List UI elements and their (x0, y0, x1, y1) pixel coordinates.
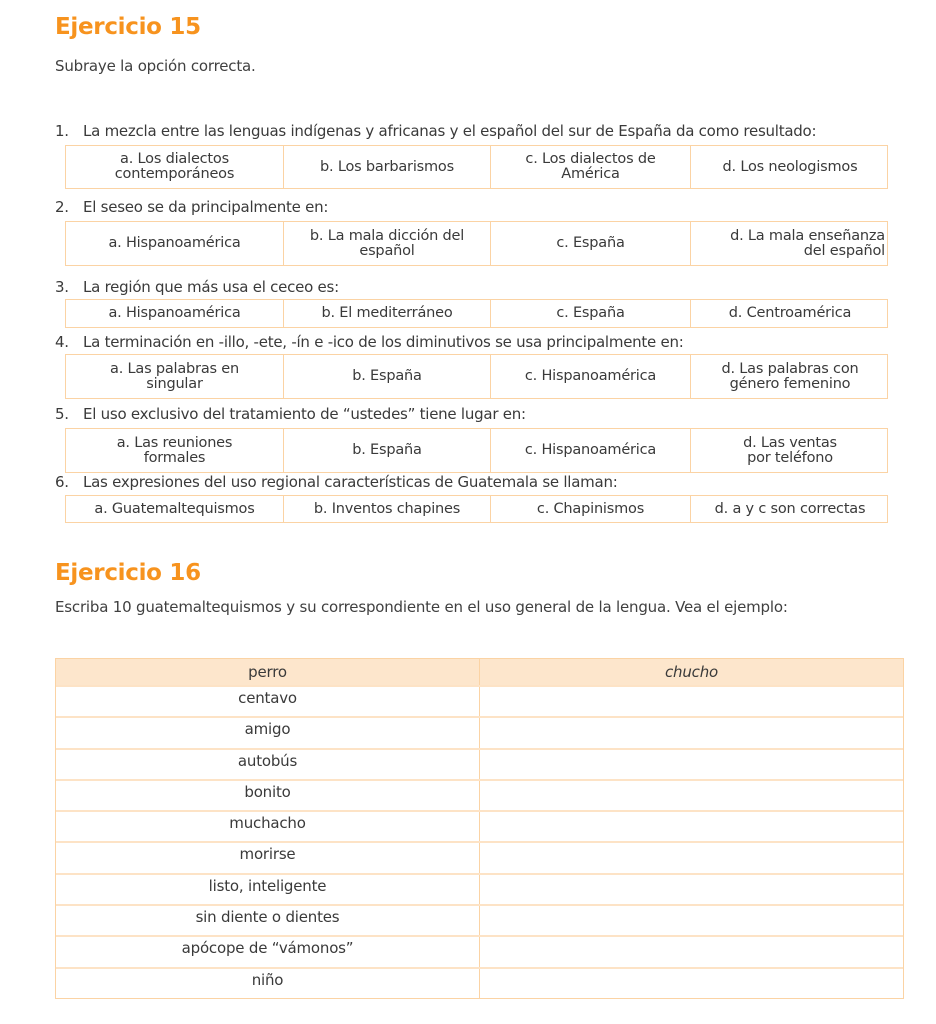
general-word: apócope de “vámonos” (56, 937, 480, 966)
answer-cell[interactable] (480, 875, 903, 904)
question-number: 1. (55, 122, 69, 140)
option-b[interactable]: b. El mediterráneo (284, 300, 491, 327)
general-word: amigo (56, 718, 480, 747)
option-d[interactable]: d. Centroamérica (728, 305, 852, 321)
question-3-options (65, 299, 888, 328)
question-3 (55, 278, 339, 296)
general-word: sin diente o dientes (56, 906, 480, 935)
option-b[interactable]: b. Los barbarismos (284, 146, 491, 188)
question-text: La región que más usa el ceceo es: (83, 278, 339, 296)
question-1-options (65, 145, 888, 189)
table-row (56, 935, 903, 966)
table-row (56, 841, 903, 872)
question-number: 2. (55, 198, 69, 216)
answer-cell[interactable] (480, 906, 903, 935)
option-a[interactable]: a. Hispanoamérica (66, 222, 284, 265)
general-word: centavo (56, 687, 480, 716)
option-d[interactable]: d. a y c son correctas (714, 500, 866, 517)
table-row (56, 810, 903, 841)
table-row (56, 685, 903, 716)
question-text: Las expresiones del uso regional características de Guatemala se llaman: (83, 473, 618, 491)
question-text: La mezcla entre las lenguas indígenas y africanas y el español del sur de España da como resultado: (83, 122, 817, 140)
question-text: El uso exclusivo del tratamiento de “ustedes” tiene lugar en: (83, 405, 526, 423)
option-b[interactable]: b. La mala dicción del español (284, 222, 491, 265)
answer-cell[interactable] (480, 812, 903, 841)
option-d[interactable]: d. Las palabras con género femenino (721, 360, 859, 392)
general-word: niño (56, 969, 480, 998)
option-d[interactable]: d. Las ventas por teléfono (743, 434, 837, 466)
answer-cell[interactable] (480, 781, 903, 810)
option-b[interactable]: b. Inventos chapines (284, 496, 491, 522)
general-word: muchacho (56, 812, 480, 841)
question-number: 3. (55, 278, 69, 296)
table-header-row (56, 659, 903, 685)
answer-cell[interactable] (480, 969, 903, 998)
option-c[interactable]: c. España (491, 300, 691, 327)
general-word: listo, inteligente (56, 875, 480, 904)
general-word: morirse (56, 843, 480, 872)
option-a[interactable]: a. Las reuniones formales (66, 429, 284, 472)
question-2 (55, 198, 328, 216)
table-row (56, 748, 903, 779)
question-6-options (65, 495, 888, 523)
option-c[interactable]: c. Los dialectos de América (491, 146, 691, 188)
question-4-options (65, 354, 888, 399)
table-row (56, 716, 903, 747)
option-c[interactable]: c. España (491, 222, 691, 265)
answer-cell[interactable] (480, 937, 903, 966)
question-4 (55, 333, 684, 351)
answer-cell[interactable] (480, 843, 903, 872)
option-c[interactable]: c. Chapinismos (491, 496, 691, 522)
option-a[interactable]: a. Las palabras en singular (66, 355, 284, 398)
option-a[interactable]: a. Hispanoamérica (66, 300, 284, 327)
option-c[interactable]: c. Hispanoamérica (491, 429, 691, 472)
exercise-16-title: Ejercicio 16 (55, 560, 201, 586)
question-5-options (65, 428, 888, 473)
answer-cell[interactable] (480, 750, 903, 779)
question-number: 4. (55, 333, 69, 351)
answer-cell[interactable] (480, 718, 903, 747)
option-d[interactable]: d. La mala enseñanza del español (730, 227, 885, 259)
question-2-options (65, 221, 888, 266)
exercise-16-instruction: Escriba 10 guatemaltequismos y su correspondiente en el uso general de la lengua. Vea el ejemplo: (55, 598, 788, 616)
question-text: La terminación en -illo, -ete, -ín e -ico de los diminutivos se usa principalmente en: (83, 333, 684, 351)
question-5 (55, 405, 526, 423)
table-row (56, 779, 903, 810)
option-a[interactable]: a. Guatemaltequismos (66, 496, 284, 522)
header-example: chucho (665, 663, 718, 681)
option-c[interactable]: c. Hispanoamérica (491, 355, 691, 398)
general-word: bonito (56, 781, 480, 810)
option-a[interactable]: a. Los dialectos contemporáneos (66, 146, 284, 188)
question-number: 5. (55, 405, 69, 423)
table-row (56, 904, 903, 935)
exercise-15-title: Ejercicio 15 (55, 14, 201, 40)
guatemaltequismos-table (55, 658, 904, 999)
exercise-15-instruction: Subraye la opción correcta. (55, 57, 256, 75)
option-d[interactable]: d. Los neologismos (722, 158, 858, 175)
header-general: perro (56, 659, 480, 685)
question-text: El seseo se da principalmente en: (83, 198, 329, 216)
option-b[interactable]: b. España (284, 429, 491, 472)
table-row (56, 967, 903, 998)
answer-cell[interactable] (480, 687, 903, 716)
question-1 (55, 122, 816, 140)
question-number: 6. (55, 473, 69, 491)
general-word: autobús (56, 750, 480, 779)
question-6 (55, 473, 618, 491)
option-b[interactable]: b. España (284, 355, 491, 398)
table-row (56, 873, 903, 904)
